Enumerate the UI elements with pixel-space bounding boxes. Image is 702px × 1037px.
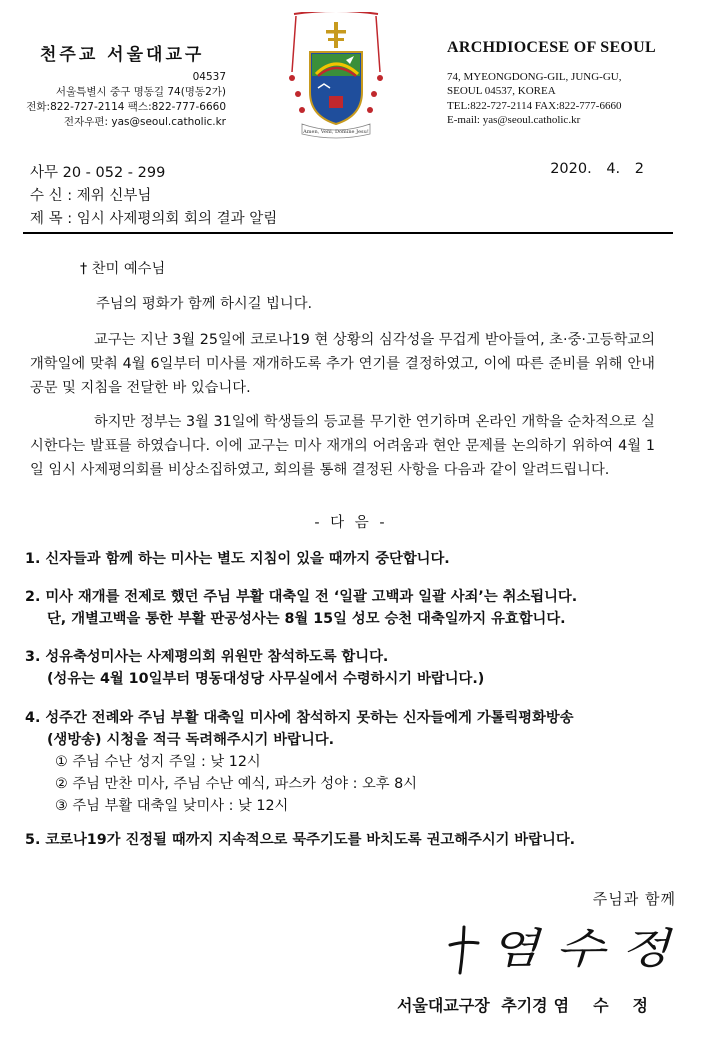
- email-english: E-mail: yas@seoul.catholic.kr: [447, 113, 581, 126]
- item-3-line-2: (성유는 4월 10일부터 명동대성당 사무실에서 수령하시기 바랍니다.): [47, 671, 485, 687]
- document-date: 2020. 4. 2: [550, 161, 644, 177]
- signature-name-text: 염 수 정: [490, 924, 673, 973]
- signer-line: [397, 993, 672, 1016]
- greeting: † 찬미 예수님: [80, 261, 166, 277]
- recipient-line: 수 신 : 제위 신부님: [30, 188, 152, 204]
- postcode: 04537: [192, 71, 226, 83]
- seal-motto: Amen, Veni, Domine Jesu!: [303, 129, 369, 135]
- address-block-korean: [0, 70, 226, 130]
- phone-fax-korean: 전화:822-727-2114 팩스:822-777-6660: [26, 101, 226, 113]
- item-3-line-1: 3. 성유축성미사는 사제평의회 위원만 참석하도록 합니다.: [25, 649, 389, 665]
- email-korean: 전자우편: yas@seoul.catholic.kr: [63, 116, 226, 128]
- item-4-line-2: (생방송) 시청을 적극 독려해주시기 바랍니다.: [47, 732, 335, 748]
- item-2-line-1: 2. 미사 재개를 전제로 했던 주님 부활 대축일 전 ‘일괄 고백과 일괄 사죄’는 취소됩니다.: [25, 589, 578, 605]
- item-1-text: 1. 신자들과 함께 하는 미사는 별도 지침이 있을 때까지 중단합니다.: [25, 551, 450, 567]
- item-5-text: 5. 코로나19가 진정될 때까지 지속적으로 묵주기도를 바치도록 권고해주시기 바랍니다.: [25, 832, 576, 848]
- header-divider: [23, 232, 673, 234]
- signer-title: 서울대교구장 추기경: [396, 996, 548, 1015]
- closing-phrase: 주님과 함께: [592, 890, 676, 908]
- paragraph-1: 교구는 지난 3월 25일에 코로나19 현 상황의 심각성을 무겁게 받아들여, 초·중·고등학교의 개학일에 맞춰 4월 6일부터 미사를 재개하도록 추가 연기를 결정하였고, 이에 따른 준비를 위해 안내 공문 및 지침을 전달한 바 있습니다.: [30, 332, 655, 396]
- archdiocese-seal-emblem: [288, 12, 384, 142]
- list-item-5: [25, 829, 685, 851]
- signer-name: 염수정: [553, 996, 672, 1015]
- org-name-english: ARCHDIOCESE OF SEOUL: [447, 39, 656, 56]
- item-4-line-1: 4. 성주간 전례와 주님 부활 대축일 미사에 참석하지 못하는 신자들에게 가톨릭평화방송: [25, 710, 574, 726]
- item-2-line-2: 단, 개별고백을 통한 부활 판공성사는 8월 15일 성모 승천 대축일까지 유효합니다.: [47, 611, 566, 627]
- phone-fax-english: TEL:822-727-2114 FAX:822-777-6660: [447, 99, 622, 112]
- item-4-sub-3: ③ 주님 부활 대축일 낮미사 : 낮 12시: [55, 798, 289, 814]
- handwritten-signature: [430, 905, 680, 985]
- paragraph-2: 하지만 정부는 3월 31일에 학생들의 등교를 무기한 연기하며 온라인 개학을 순차적으로 실시한다는 발표를 하였습니다. 이에 교구는 미사 재개의 어려움과 현안 문제를 논의하기 위하여 4월 1일 임시 사제평의회를 비상소집하였고, 회의를 통해 결정된 사항을 다음과 같이 알려드립니다.: [30, 414, 655, 478]
- list-item-2: [25, 586, 685, 630]
- address-english-line-2: SEOUL 04537, KOREA: [447, 85, 556, 98]
- list-item-4: [25, 707, 685, 817]
- opening-line: 주님의 평화가 함께 하시길 빕니다.: [96, 296, 313, 312]
- list-item-1: [25, 548, 685, 570]
- list-item-3: [25, 646, 685, 690]
- address-block-english: [447, 70, 621, 127]
- address-english-line-1: 74, MYEONGDONG-GIL, JUNG-GU,: [447, 71, 622, 83]
- subject-line: 제 목 : 임시 사제평의회 회의 결과 알림: [30, 211, 278, 227]
- item-4-sub-1: ① 주님 수난 성지 주일 : 낮 12시: [55, 754, 261, 770]
- item-4-sub-2: ② 주님 만찬 미사, 주님 수난 예식, 파스카 성야 : 오후 8시: [55, 776, 418, 792]
- section-title: - 다 음 -: [314, 515, 388, 531]
- org-name-korean: 천주교 서울대교구: [40, 45, 205, 65]
- document-number: 사무 20 - 052 - 299: [30, 165, 166, 181]
- address-korean: 서울특별시 중구 명동길 74(명동2가): [55, 86, 226, 98]
